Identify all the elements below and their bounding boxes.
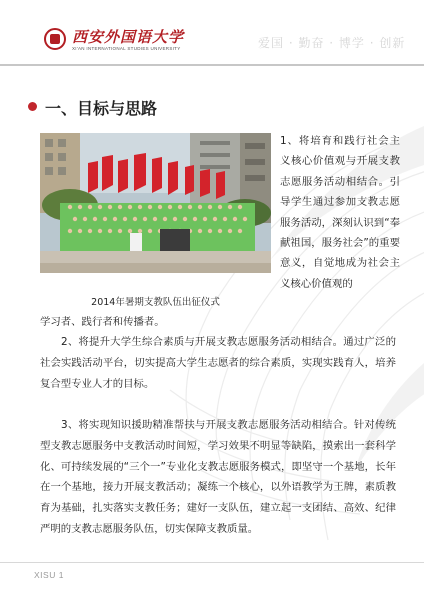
- header-divider: [0, 64, 424, 66]
- paragraph-2: 2、将提升大学生综合素质与开展支教志愿服务活动相结合。通过广泛的社会实践活动平台，切实提高大学生志愿者的综合素质，实现实践育人，培养复合型专业人才的目标。: [40, 336, 396, 390]
- university-seal-icon: [44, 28, 66, 50]
- page-number: 1: [58, 570, 64, 580]
- group-photo-image: [40, 133, 271, 273]
- photo-caption: 2014年暑期支教队伍出征仪式: [91, 297, 220, 308]
- university-motto: 爱国 · 勤奋 · 博学 · 创新: [258, 36, 406, 50]
- paragraph-3: 3、将实现知识援助精准帮扶与开展支教志愿服务活动相结合。针对传统型支教志愿服务中支教活动时间短，学习效果不明显等缺陷，摸索出一套科学化、可持续发展的“三个一”专业化支教志愿服务模式，即坚守一个基地，长年在一个基地，接力开展支教活动；凝练一个核心，以外语教学为王牌，素质教育为基础，扎实落实支教任务；建好一支队伍，建立起一支团结、高效、纪律严明的支教志愿服务队伍，切实保障支教质量。: [40, 419, 396, 535]
- page-header: [0, 0, 424, 68]
- heading-bullet-icon: [28, 102, 37, 111]
- paragraph-1-continued: 学习者、践行者和传播者。: [40, 316, 165, 328]
- university-name-en: XI'AN INTERNATIONAL STUDIES UNIVERSITY: [72, 46, 181, 51]
- group-photo: [40, 133, 271, 273]
- university-name-cn: 西安外国语大学: [72, 28, 185, 46]
- footer-divider: [0, 562, 424, 563]
- footer-label: XISU: [34, 570, 56, 580]
- page-footer: [34, 570, 64, 580]
- paragraph-1: 1、将培育和践行社会主义核心价值观与开展支教志愿服务活动相结合。引导学生通过参加支教志愿服务活动，深刻认识到“奉献祖国，服务社会”的重要意义，自觉地成为社会主义核心价值观的: [280, 135, 400, 290]
- section-heading: 一、目标与思路: [45, 99, 158, 118]
